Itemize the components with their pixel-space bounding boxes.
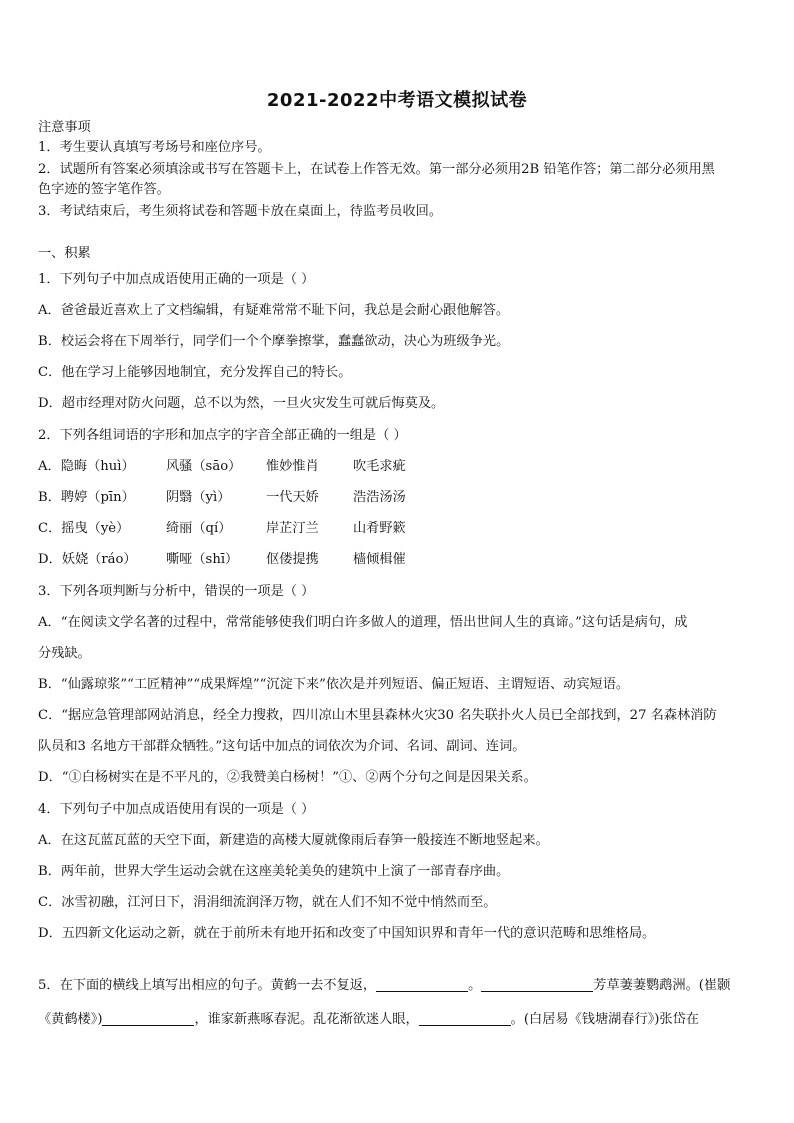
- notice-item: 色字迹的签字笔作答。: [38, 182, 170, 197]
- option-d: D．五四新文化运动之新，就在于前所未有地开拓和改变了中国知识界和青年一代的意识范畴和思维格局。: [38, 926, 656, 941]
- option-cell: 山肴野簌: [353, 521, 406, 536]
- option-a-continued: 分残缺。: [38, 646, 91, 661]
- question-text: 。(白居易《钱塘湖春行》)张岱在: [510, 1012, 699, 1027]
- option-cell: B．聘婷（pīn）: [38, 490, 135, 505]
- option-c: C．“据应急管理部网站消息，经全力搜救，四川凉山木里县森林火灾30 名失联扑火人员已全部找到，27 名森林消防: [38, 708, 717, 723]
- answer-blank[interactable]: [419, 1011, 511, 1026]
- option-c: C．他在学习上能够因地制宜，充分发挥自己的特长。: [38, 365, 352, 380]
- question-text: 《黄鹤楼》): [38, 1012, 103, 1027]
- question-text: ，谁家新燕啄春泥。乱花渐欲迷人眼，: [194, 1012, 419, 1027]
- option-cell: A．隐晦（huì）: [38, 459, 135, 474]
- option-b: B．校运会将在下周举行，同学们一个个摩拳擦掌，蠢蠢欲动，决心为班级争光。: [38, 334, 510, 349]
- question-stem: 2．下列各组词语的字形和加点字的字音全部正确的一组是（ ）: [38, 428, 407, 443]
- option-cell: 嘶哑（shī）: [166, 552, 239, 567]
- option-cell: C．摇曳（yè）: [38, 521, 130, 536]
- option-cell: 岸芷汀兰: [266, 521, 319, 536]
- notice-item: 2．试题所有答案必须填涂或书写在答题卡上，在试卷上作答无效。第一部分必须用2B 铅笔作答；第二部分必须用黑: [38, 162, 715, 177]
- option-a: A．爸爸最近喜欢上了文档编辑，有疑难常常不耻下问，我总是会耐心跟他解答。: [38, 303, 510, 318]
- question-text: 。: [468, 978, 482, 993]
- page-title: 2021-2022中考语文模拟试卷: [266, 90, 528, 111]
- notice-heading: 注意事项: [38, 120, 91, 135]
- answer-blank[interactable]: [481, 977, 593, 992]
- option-cell: 浩浩汤汤: [353, 490, 406, 505]
- option-a: [38, 458, 406, 476]
- question-stem: 1．下列句子中加点成语使用正确的一项是（ ）: [38, 272, 315, 287]
- question-5-line-2: [38, 1011, 699, 1029]
- notice-item: 3．考试结束后，考生须将试卷和答题卡放在桌面上，待监考员收回。: [38, 204, 443, 219]
- option-b: B．两年前，世界大学生运动会就在这座美轮美奂的建筑中上演了一部青春序曲。: [38, 864, 510, 879]
- option-d: D．“①白杨树实在是不平凡的，②我赞美白杨树！”①、②两个分句之间是因果关系。: [38, 770, 537, 785]
- question-text: 5．在下面的横线上填写出相应的句子。黄鹤一去不复返，: [38, 978, 377, 993]
- option-cell: 樯倾楫催: [353, 552, 406, 567]
- question-text: 芳草萋萋鹦鹉洲。(崔颢: [593, 978, 731, 993]
- answer-blank[interactable]: [376, 977, 468, 992]
- option-c-continued: 队员和3 名地方干部群众牺牲。”这句话中加点的词依次为介词、名词、副词、连词。: [38, 739, 526, 754]
- option-cell: 伛偻提携: [266, 552, 319, 567]
- option-cell: 风骚（sāo）: [166, 459, 242, 474]
- notice-item: 1．考生要认真填写考场号和座位序号。: [38, 140, 271, 155]
- option-cell: 吹毛求疵: [353, 459, 406, 474]
- section-heading: 一、积累: [38, 246, 91, 261]
- option-cell: 绮丽（qí）: [166, 521, 232, 536]
- option-cell: 阴翳（yì）: [166, 490, 231, 505]
- option-cell: D．妖娆（ráo）: [38, 552, 137, 567]
- answer-blank[interactable]: [102, 1011, 194, 1026]
- option-b: [38, 489, 406, 507]
- option-cell: 一代天娇: [266, 490, 319, 505]
- option-a: A．“在阅读文学名著的过程中，常常能够使我们明白许多做人的道理，悟出世间人生的真谛。”这句话是病句，成: [38, 615, 688, 630]
- option-d: D．超市经理对防火问题，总不以为然，一旦火灾发生可就后悔莫及。: [38, 396, 445, 411]
- option-d: [38, 551, 406, 569]
- option-a: A．在这瓦蓝瓦蓝的天空下面，新建造的高楼大厦就像雨后春笋一般接连不断地竖起来。: [38, 833, 549, 848]
- option-c: C．冰雪初融，江河日下，涓涓细流润泽万物，就在人们不知不觉中悄然而至。: [38, 895, 497, 910]
- question-stem: 4．下列句子中加点成语使用有误的一项是（ ）: [38, 802, 315, 817]
- question-5-line-1: [38, 977, 730, 995]
- option-cell: 惟妙惟肖: [266, 459, 319, 474]
- option-c: [38, 520, 406, 538]
- question-stem: 3．下列各项判断与分析中，错误的一项是（ ）: [38, 584, 315, 599]
- option-b: B．“仙露琼浆”“工匠精神”“成果辉煌”“沉淀下来”依次是并列短语、偏正短语、主谓短语、动宾短语。: [38, 677, 630, 692]
